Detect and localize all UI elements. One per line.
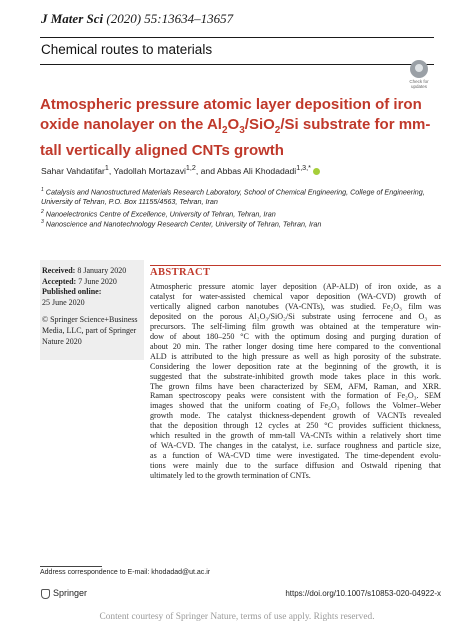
article-title: Atmospheric pressure atomic layer deposition of iron oxide nanolayer on the $Al_2O_3/SiO_2/Si$ substrate for mm-tall vertically aligned CNTs growth [40,96,431,159]
abstract-line: vertically aligned carbon nanotubes (VA-CNTs), was studied. Fe₂O₃ film was [150,301,441,311]
abstract-line: which resulted in the growth of mm-tall VA-CNTs within a relatively short time [150,431,441,441]
abstract-line: Considering the lower deposition rate at the beginning of the growth, it is [150,361,441,371]
doi-link[interactable]: https://doi.org/10.1007/s10853-020-04922-x [285,589,441,598]
section-title: Chemical routes to materials [41,42,213,57]
crossmark-label: Check for updates [409,79,429,89]
journal-name: J Mater Sci [41,11,104,26]
abstract-rule [150,265,441,266]
publisher-logo[interactable]: Springer [41,588,87,599]
citation-info: (2020) 55:13634–13657 [103,11,234,26]
abstract-line: deposited on the porous Al₂O₃/SiO₂/Si substrate using ferrocene and O₃ as [150,311,441,321]
orcid-icon[interactable] [313,168,320,175]
abstract-line: ALD is attributed to the high pressure as well as high porosity of the substrate. [150,351,441,361]
affiliation: $^2$ Nanoelectronics Centre of Excellence, University of Tehran, Tehran, Iran [41,209,276,219]
abstract-line: Atmospheric pressure atomic layer deposition (AP-ALD) of iron oxide, as a [150,282,441,291]
abstract-line: catalyst for water-assisted chemical vapor deposition (WA-CVD) growth of [150,291,441,301]
author-name[interactable]: , Yadollah Mortazavi [108,165,186,176]
footnote-rule [40,566,102,567]
abstract-line: about 20 min. The rather longer dosing time here compared to the conventional [150,341,441,351]
author-name[interactable]: , and Abbas Ali Khodadadi [195,165,297,176]
affiliation: $^1$ Catalysis and Nanostructured Materials Research Laboratory, School of Chemical Engineering, College of Engineering, University of Tehran, P.O. Box 11155/4563, Tehran, Iran [41,187,425,206]
abstract-line: The grown films have been characterized by SEM, AFM, Raman, and XRR. [150,381,441,391]
copyright-notice: © Springer Science+Business Media, LLC, part of Springer Nature 2020 [42,315,138,346]
crossmark-button[interactable] [405,60,433,89]
affiliation: $^3$ Nanoscience and Nanotechnology Research Center, University of Tehran, Tehran, Iran [41,219,322,229]
abstract-line: growth mode. The catalyst thickness-dependent growth of VACNTs revealed [150,411,441,421]
abstract-text [150,282,441,481]
abstract-heading: ABSTRACT [150,267,211,278]
springer-horse-icon [41,589,50,599]
abstract-line: that the deposition through 12 cycles at 250 °C provides sufficient thickness, [150,421,441,431]
abstract-line: ultimately led to the growth termination of CNTs. [150,471,311,481]
abstract-line: as a function of WA-CVD time were investigated. The time-dependent evolu- [150,451,441,461]
article-dates: Received: 8 January 2020 Accepted: 7 June 2020 Published online: 25 June 2020 © Springer Science+Business Media, LLC, part of Springer Nature 2020 [42,266,142,347]
abstract-line: precursors. The self-liming film growth was obtained at the temperature win- [150,321,441,331]
author-name[interactable]: Sahar Vahdatifar [41,165,105,176]
abstract-line: suggested that the substrate-inhibited growth mode takes place in this work. [150,371,441,381]
journal-citation [41,11,233,27]
correspondence-address[interactable]: Address correspondence to E-mail: khodadad@ut.ac.ir [40,569,211,576]
crossmark-icon [410,60,428,78]
abstract-line: dow of about 180–250 °C with the optimum dosing and purging duration of [150,331,441,341]
abstract-line: images showed that the uniform coating of Fe₂O₃ follows the Volmer–Weber [150,401,441,411]
abstract-line: tions were mainly due to the surface diffusion and Ostwald ripening that [150,461,441,471]
author-list: Sahar Vahdatifar$^1$, Yadollah Mortazavi$^{1,2}$, and Abbas Ali Khodadadi$^{1,3,*}$ [41,164,320,176]
courtesy-notice: Content courtesy of Springer Nature, terms of use apply. Rights reserved. [99,612,375,622]
abstract-line: Raman spectroscopy peaks were consistent with the formation of Fe₂O₃. SEM [150,391,441,401]
abstract-line: of WA-CVD. The changes in the catalyst, i.e. surface roughness and particle size, [150,441,441,451]
